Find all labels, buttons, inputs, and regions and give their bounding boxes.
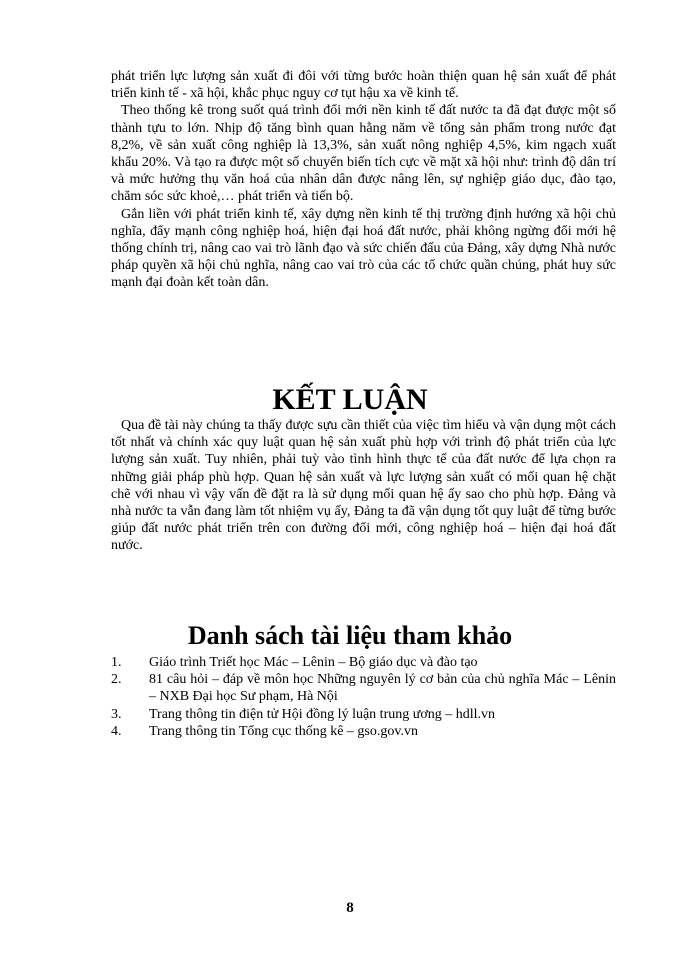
paragraph: Gắn liền với phát triển kinh tế, xây dựng nền kinh tế thị trường định hướng xã hội chủ nghĩa, đẩy mạnh công nghiệp hoá, hiện đại hoá đất nước, phải không ngừng đổi mới hệ thống chính trị, nâng cao vai trò lãnh đạo và sức chiến đấu của Đảng, xây dựng Nhà nước pháp quyền xã hội chủ nghĩa, nâng cao vai trò của các tổ chức quần chúng, phát huy sức mạnh đại đoàn kết toàn dân. bbox=[111, 206, 616, 291]
paragraph: phát triển lực lượng sản xuất đi đôi với từng bước hoàn thiện quan hệ sản xuất để phát triển kinh tế - xã hội, khắc phục nguy cơ tụt hậu xa về kinh tế. bbox=[111, 69, 616, 102]
list-item-text: 81 câu hỏi – đáp về môn học Những nguyên lý cơ bản của chủ nghĩa Mác – Lênin – NXB Đại học Sư phạm, Hà Nội bbox=[149, 672, 616, 705]
list-item bbox=[111, 654, 616, 671]
references-heading: Danh sách tài liệu tham khảo bbox=[187, 621, 513, 650]
list-item-number: 2. bbox=[111, 672, 122, 688]
page-number: 8 bbox=[346, 900, 354, 916]
list-item-number: 1. bbox=[111, 655, 122, 670]
list-item-number: 3. bbox=[111, 706, 122, 722]
intro-section bbox=[111, 68, 616, 292]
list-item-number: 4. bbox=[111, 723, 122, 739]
list-item-text: Giáo trình Triết học Mác – Lênin – Bộ giáo dục và đào tạo bbox=[149, 655, 478, 670]
paragraph: Qua đề tài này chúng ta thấy được sựu cần thiết của việc tìm hiểu và vận dụng một cách tốt nhất và chính xác quy luật quan hệ sản xuất phù hợp với trình độ phát triển của lực lượng sản xuất. Tuy nhiên, phải tuỳ vào tình hình thực tế của đất nước để lựa chọn ra những giải pháp phù hợp. Quan hệ sản xuất và lực lượng sản xuất có mối quan hệ chặt chẽ với nhau vì vậy vấn đề đặt ra là sử dụng mối quan hệ ấy sao cho phù hợp. Đảng và nhà nước ta vẫn đang làm tốt nhiệm vụ ấy, Đảng ta đã vận dụng tốt quy luật để từng bước giúp đất nước phát triển trên con đường đổi mới, công nghiệp hoá – hiện đại hoá đất nước. bbox=[111, 418, 616, 554]
list-item-text: Trang thông tin điện tử Hội đồng lý luận trung ương – hdll.vn bbox=[149, 706, 496, 722]
list-item-text: Trang thông tin Tổng cục thống kê – gso.gov.vn bbox=[149, 723, 418, 739]
list-item bbox=[111, 723, 616, 740]
conclusion-heading: KẾT LUẬN bbox=[272, 383, 428, 416]
conclusion-section bbox=[111, 417, 616, 555]
list-item bbox=[111, 706, 616, 723]
references-list bbox=[111, 654, 616, 740]
paragraph: Theo thống kê trong suốt quá trình đổi mới nền kinh tế đất nước ta đã đạt được một số thành tựu to lớn. Nhịp độ tăng bình quan hằng năm về tổng sản phẩm trong nước đạt 8,2%, về sản xuất công nghiệp là 13,3%, sản xuất nông nghiệp 4,5%, kim ngạch xuất khẩu 20%. Và tạo ra được một số chuyển biến tích cực về mặt xã hội như: trình độ dân trí và mức hưởng thụ văn hoá của nhân dân được nâng lên, sự nghiệp giáo dục, đào tạo, chăm sóc sức khoẻ,… phát triển và tiến bộ. bbox=[111, 103, 616, 205]
list-item bbox=[111, 671, 616, 705]
